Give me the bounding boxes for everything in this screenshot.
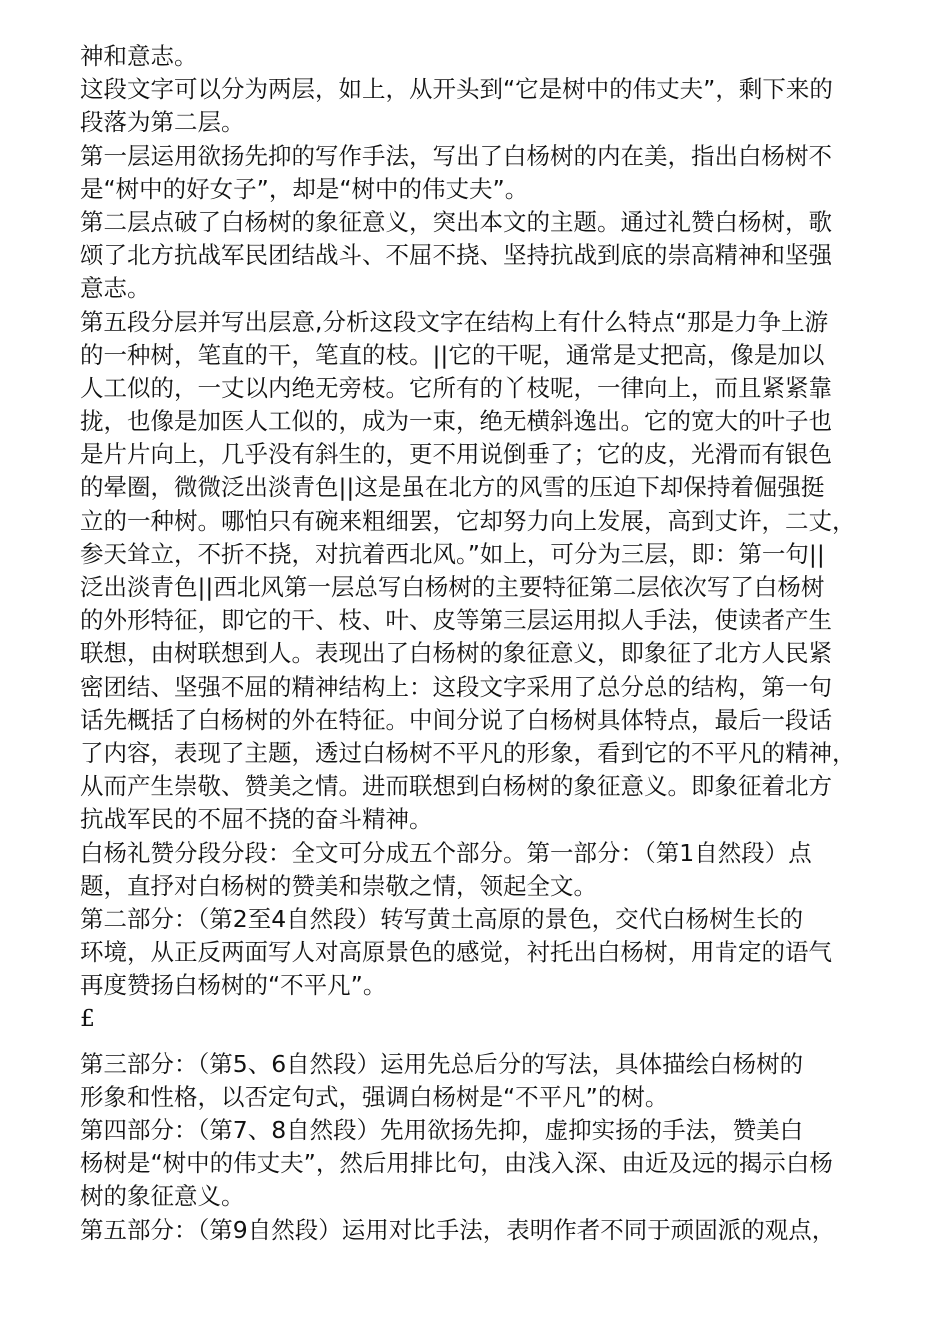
text-line: 再度赞扬白杨树的“不平凡”。 xyxy=(80,971,387,1000)
document-page xyxy=(80,40,880,1247)
text-line: 了内容，表现了主题，透过白杨树不平凡的形象，看到它的不平凡的精神， xyxy=(80,738,856,767)
text-line: 抗战军民的不屈不挠的奋斗精神。 xyxy=(80,805,433,834)
text-line: 的外形特征，即它的干、枝、叶、皮等第三层运用拟人手法，使读者产生 xyxy=(80,606,832,635)
text-line: 参天耸立，不折不挠，对抗着西北风。”如上，可分为三层，即：第一句|| xyxy=(80,539,825,568)
text-line: 拢，也像是加医人工似的，成为一束，绝无横斜逸出。它的宽大的叶子也 xyxy=(80,407,832,436)
text-line: 意志。 xyxy=(80,274,151,303)
text-line: 联想，由树联想到人。表现出了白杨树的象征意义，即象征了北方人民紧 xyxy=(80,639,832,668)
text-line: 是片片向上，几乎没有斜生的，更不用说倒垂了；它的皮，光滑而有银色 xyxy=(80,440,832,469)
text-line: 立的一种树。哪怕只有碗来粗细罢，它却努力向上发展，高到丈许，二丈， xyxy=(80,506,856,535)
text-line: 的一种树，笔直的干，笔直的枝。||它的干呢，通常是丈把高，像是加以 xyxy=(80,340,825,369)
text-line: 泛出淡青色||西北风第一层总写白杨树的主要特征第二层依次写了白杨树 xyxy=(80,573,825,601)
text-line: 话先概括了白杨树的外在特征。中间分说了白杨树具体特点，最后一段话 xyxy=(80,705,832,734)
text-line: 第五部分：（第9自然段）运用对比手法，表明作者不同于顽固派的观点， xyxy=(80,1215,836,1244)
text-line: 的晕圈，微微泛出淡青色||这是虽在北方的风雪的压迫下却保持着倔强挺 xyxy=(80,473,825,502)
text-line: 杨树是“树中的伟丈夫”，然后用排比句，由浅入深、由近及远的揭示白杨 xyxy=(80,1149,833,1178)
text-line: 密团结、坚强不屈的精神结构上：这段文字采用了总分总的结构，第一句 xyxy=(80,672,832,701)
text-line: 第五段分层并写出层意,分析这段文字在结构上有什么特点“那是力争上游 xyxy=(80,307,829,336)
text-line: 神和意志。 xyxy=(80,42,198,70)
text-line: 第一层运用欲扬先抑的写作手法，写出了白杨树的内在美，指出白杨树不 xyxy=(80,141,832,170)
text-line: 第三部分：（第5、6自然段）运用先总后分的写法，具体描绘白杨树的 xyxy=(80,1049,804,1078)
text-line: 白杨礼赞分段分段：全文可分成五个部分。第一部分：（第1自然段）点 xyxy=(80,838,812,867)
text-line: 第四部分：（第7、8自然段）先用欲扬先抑，虚抑实扬的手法，赞美白 xyxy=(80,1116,804,1144)
text-line: 人工似的，一丈以内绝无旁枝。它所有的丫枝呢，一律向上，而且紧紧靠 xyxy=(80,373,832,402)
text-line: 第二层点破了白杨树的象征意义，突出本文的主题。通过礼赞白杨树，歌 xyxy=(80,207,832,236)
text-line: 第二部分：（第2至4自然段）转写黄土高原的景色，交代白杨树生长的 xyxy=(80,904,804,933)
text-line: 树的象征意义。 xyxy=(80,1182,245,1211)
text-line: 形象和性格，以否定句式，强调白杨树是“不平凡”的树。 xyxy=(80,1082,669,1111)
text-line: 题，直抒对白杨树的赞美和崇敬之情，领起全文。 xyxy=(80,871,597,900)
paragraph-gap xyxy=(80,1036,880,1048)
pound-symbol: £ xyxy=(80,1004,95,1033)
text-line: 环境，从正反两面写人对高原景色的感觉，衬托出白杨树，用肯定的语气 xyxy=(80,938,832,967)
text-line: 这段文字可以分为两层，如上，从开头到“它是树中的伟丈夫”，剩下来的 xyxy=(80,75,833,104)
text-line: 段落为第二层。 xyxy=(80,108,245,137)
text-line: 从而产生崇敬、赞美之情。进而联想到白杨树的象征意义。即象征着北方 xyxy=(80,772,832,801)
text-line: 颂了北方抗战军民团结战斗、不屈不挠、坚持抗战到底的崇高精神和坚强 xyxy=(80,241,832,270)
text-line: 是“树中的好女子”，却是“树中的伟丈夫”。 xyxy=(80,174,529,203)
